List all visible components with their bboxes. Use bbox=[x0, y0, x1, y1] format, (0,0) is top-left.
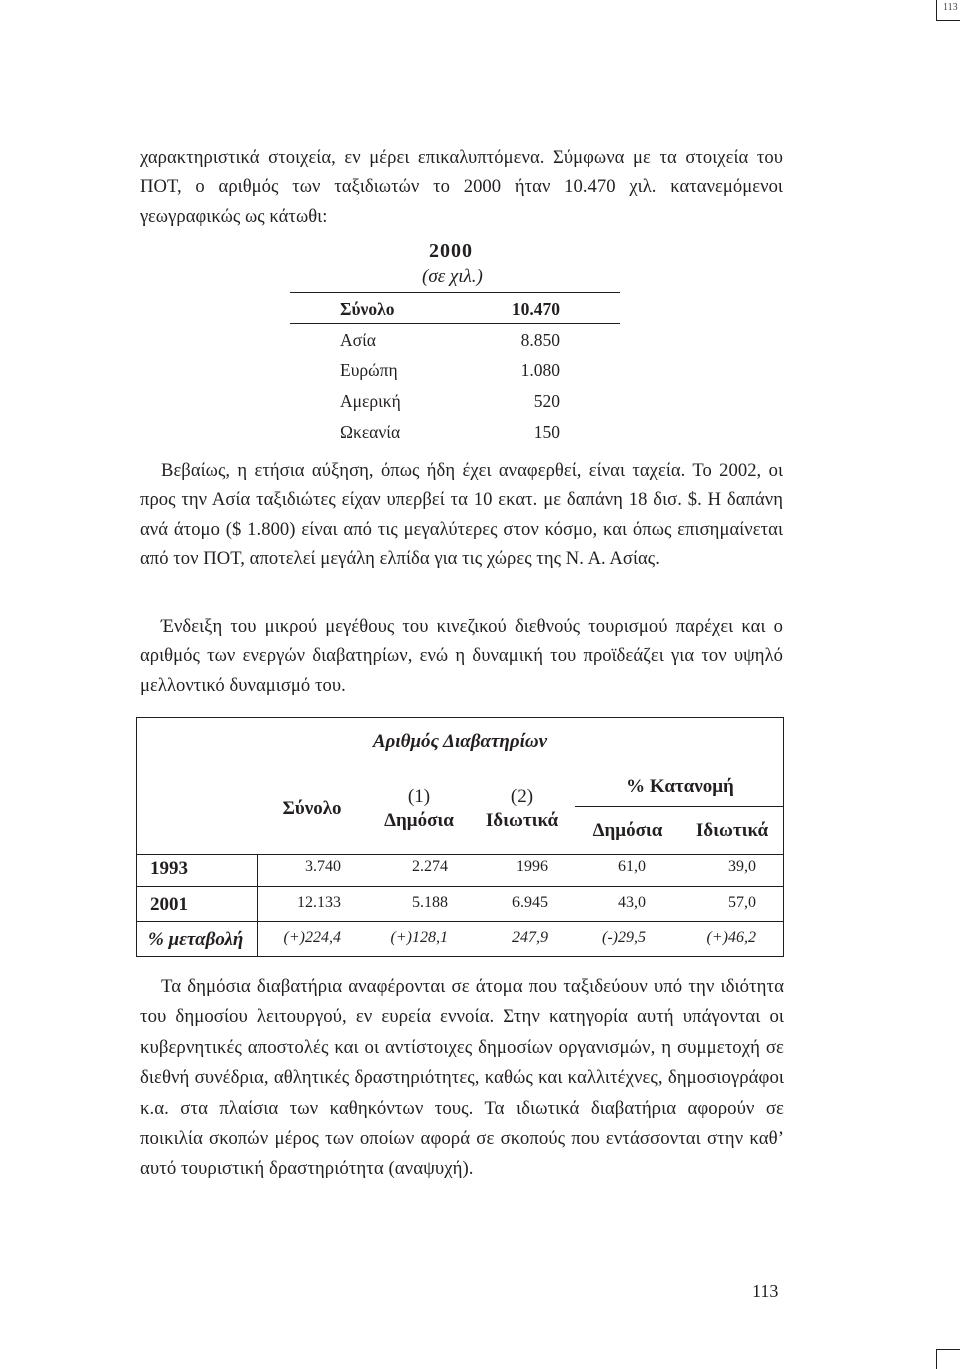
row-label: 2001 bbox=[150, 894, 188, 915]
travellers-table-unit: (σε χιλ.) bbox=[422, 266, 483, 287]
paragraph-intro: χαρακτηριστικά στοιχεία, εν μέρει επικαλυπτόμενα. Σύμφωνα με τα στοιχεία του ΠΟΤ, ο αριθμός των ταξιδιωτών το 2000 ήταν 10.470 χιλ. κατανεμόμενοι γεωγραφικώς ως κάτωθι: bbox=[140, 147, 783, 227]
cell-pct-public: (-)29,5 bbox=[602, 929, 646, 946]
corner-page-number: 113 bbox=[943, 2, 958, 13]
crop-mark-top bbox=[936, 0, 937, 20]
passports-table bbox=[136, 717, 784, 957]
cell-pct-private: 57,0 bbox=[728, 894, 756, 911]
header-private: Ιδιωτικά bbox=[485, 810, 559, 831]
travellers-row-oceania bbox=[290, 422, 620, 450]
cell-total: 12.133 bbox=[297, 894, 341, 911]
row-label: 1993 bbox=[150, 858, 188, 879]
header-private-num: (2) bbox=[510, 786, 534, 807]
paragraph-passports-intro: Ένδειξη του μικρού μεγέθους του κινεζικού διεθνούς τουρισμού παρέχει και ο αριθμός των ενεργών διαβατηρίων, ενώ η δυναμική του προϊδεάζει για τον υψηλό μελλοντικό δυναμισμό του. bbox=[140, 616, 783, 696]
cell-total: (+)224,4 bbox=[283, 929, 341, 946]
header-dist-public: Δημόσια bbox=[592, 820, 663, 841]
cell-pct-public: 43,0 bbox=[618, 894, 646, 911]
cell-public: (+)128,1 bbox=[390, 929, 448, 946]
cell-public: 2.274 bbox=[412, 858, 448, 875]
cell-private: 1996 bbox=[516, 858, 548, 875]
cell-pct-private: (+)46,2 bbox=[706, 929, 756, 946]
crop-mark-top-h bbox=[936, 20, 960, 21]
paragraph-asia-spending: Βεβαίως, η ετήσια αύξηση, όπως ήδη έχει αναφερθεί, είναι ταχεία. Το 2002, οι προς την Ασία ταξιδιώτες είχαν υπερβεί τα 10 εκατ. με δαπάνη 18 δισ. $. Η δαπάνη ανά άτομο ($ 1.800) είναι από τις μεγαλύτερες στον κόσμο, και όπως επισημαίνεται από τον ΠΟΤ, αποτελεί μεγάλη ελπίδα για τις χώρες της Ν. Α. Ασίας. bbox=[140, 460, 783, 570]
row-label: Ευρώπη bbox=[340, 360, 398, 380]
travellers-table-year: 2000 bbox=[429, 240, 473, 262]
row-value: 520 bbox=[533, 391, 560, 411]
cell-pct-public: 61,0 bbox=[618, 858, 646, 875]
distribution-header-rule bbox=[575, 806, 783, 807]
row-label: Ωκεανία bbox=[340, 422, 401, 442]
travellers-row-asia bbox=[290, 330, 620, 358]
row-label: Αμερική bbox=[340, 391, 401, 411]
cell-public: 5.188 bbox=[412, 894, 448, 911]
travellers-row-europe bbox=[290, 360, 620, 388]
row-value: 1.080 bbox=[520, 360, 560, 380]
passports-row-change bbox=[137, 929, 783, 963]
passports-table-title: Αριθμός Διαβατηρίων bbox=[372, 731, 548, 752]
travellers-row-america bbox=[290, 391, 620, 419]
row-value: 8.850 bbox=[520, 330, 560, 350]
header-bottom-rule bbox=[137, 854, 783, 855]
passports-row-1993 bbox=[137, 858, 783, 892]
row-label: Σύνολο bbox=[340, 299, 395, 319]
passports-row-2001 bbox=[137, 894, 783, 928]
travellers-table-top-rule bbox=[290, 292, 620, 293]
row-label: % μεταβολή bbox=[148, 929, 244, 950]
crop-mark-bottom bbox=[936, 1349, 937, 1369]
row-value: 10.470 bbox=[511, 299, 560, 319]
header-total: Σύνολο bbox=[282, 798, 342, 819]
cell-pct-private: 39,0 bbox=[728, 858, 756, 875]
header-public: Δημόσια bbox=[384, 810, 454, 831]
row-value: 150 bbox=[533, 422, 560, 442]
paragraph-passport-types: Τα δημόσια διαβατήρια αναφέρονται σε άτομα που ταξιδεύουν υπό την ιδιότητα του δημοσίου λειτουργού, εν ευρεία εννοία. Στην κατηγορία αυτή υπάγονται οι κυβερνητικές αποστολές και οι αντίστοιχες δημοσίων οργανισμών, η συμμετοχή σε διεθνή συνέδρια, αθλητικές δραστηριότητες, καθώς και καλλιτέχνες, δημοσιογράφοι κ.α. στα πλαίσια των καθηκόντων τους. Τα ιδιωτικά διαβατήρια αφορούν σε ποικιλία σκοπών μέρος των οποίων αφορά σε σκοπούς που εντάσσονται στην καθ’ αυτό τουριστική δραστηριότητα (αναψυχή). bbox=[140, 976, 784, 1180]
crop-mark-bottom-h bbox=[936, 1349, 960, 1350]
cell-private: 6.945 bbox=[512, 894, 548, 911]
cell-private: 247,9 bbox=[512, 929, 548, 946]
travellers-row-total bbox=[290, 299, 620, 327]
header-public-num: (1) bbox=[407, 786, 431, 807]
header-distribution: % Κατανομή bbox=[626, 776, 734, 797]
header-dist-private: Ιδιωτικά bbox=[695, 820, 769, 841]
page-number: 113 bbox=[752, 1281, 779, 1301]
cell-total: 3.740 bbox=[305, 858, 341, 875]
row-label: Ασία bbox=[340, 330, 376, 350]
